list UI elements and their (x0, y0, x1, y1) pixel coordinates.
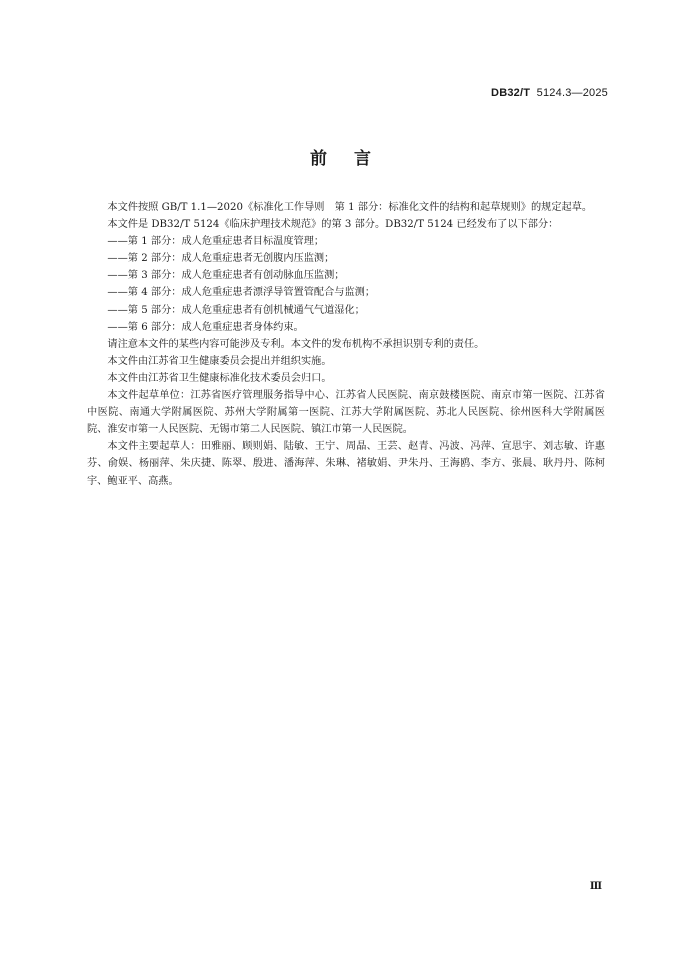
list-item-part-6: ——第 6 部分：成人危重症患者身体约束。 (107, 321, 304, 333)
page-title: 前言 (310, 149, 398, 169)
paragraph-drafting-units: 本文件起草单位：江苏省医疗管理服务指导中心、江苏省人民医院、南京鼓楼医院、南京市第一医院、江苏省中医院、南通大学附属医院、苏州大学附属第一医院、江苏大学附属医院、苏北人民医院、徐州医科大学附属医院、淮安市第一人民医院、无锡市第二人民医院、镇江市第一人民医院。 (87, 390, 605, 436)
list-item-part-3: ——第 3 部分：成人危重症患者有创动脉血压监测； (107, 270, 345, 282)
paragraph-drafting-rules: 本文件按照 GB/T 1.1—2020《标准化工作导则 第 1 部分：标准化文件的结构和起草规则》的规定起草。 (107, 202, 593, 213)
list-item-part-4: ——第 4 部分：成人危重症患者漂浮导管置管配合与监测； (107, 287, 376, 299)
paragraph-part-intro: 本文件是 DB32/T 5124《临床护理技术规范》的第 3 部分。DB32/T 5124 已经发布了以下部分： (107, 219, 559, 231)
paragraph-proposer: 本文件由江苏省卫生健康委员会提出并组织实施。 (107, 355, 332, 367)
list-item-part-2: ——第 2 部分：成人危重症患者无创腹内压监测； (107, 253, 335, 265)
paragraph-committee: 本文件由江苏省卫生健康标准化技术委员会归口。 (107, 372, 332, 384)
document-code-prefix: DB32/T (491, 87, 531, 99)
list-item-part-1: ——第 1 部分：成人危重症患者目标温度管理； (107, 236, 325, 248)
document-code (491, 87, 608, 99)
document-code-number: 5124.3—2025 (536, 87, 608, 99)
paragraph-patent-notice: 请注意本文件的某些内容可能涉及专利。本文件的发布机构不承担识别专利的责任。 (107, 338, 485, 350)
foreword-body (87, 199, 605, 490)
page-number: Ⅲ (589, 881, 602, 892)
list-item-part-5: ——第 5 部分：成人危重症患者有创机械通气气道湿化； (107, 304, 365, 316)
paragraph-drafters: 本文件主要起草人：田雅丽、顾则娟、陆敏、王宁、周晶、王芸、赵青、冯波、冯萍、宣思宇、刘志敏、许惠芬、俞娱、杨丽萍、朱庆捷、陈翠、殷进、潘海萍、朱琳、褚敏娟、尹朱丹、王海鸥、李方、张晨、耿丹丹、陈柯宇、鲍亚平、高燕。 (87, 441, 605, 487)
